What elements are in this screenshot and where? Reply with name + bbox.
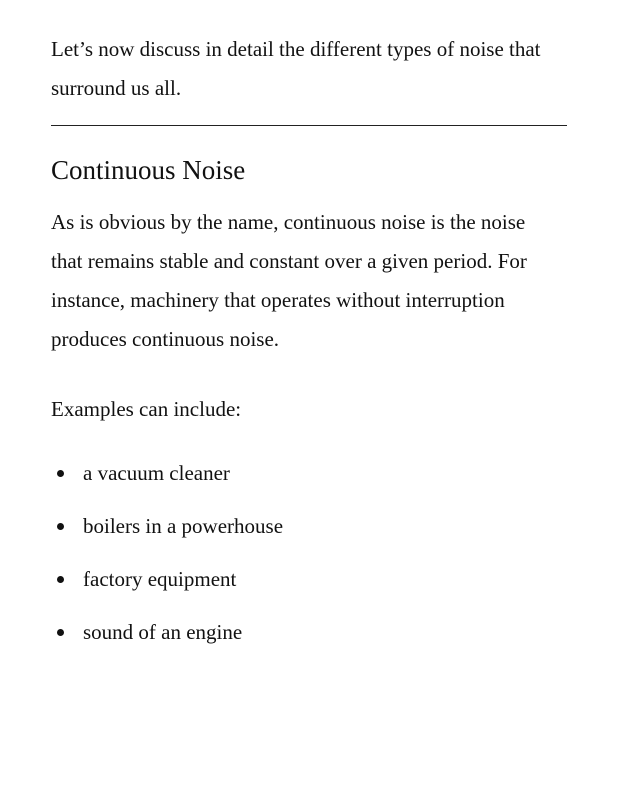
example-text: boilers in a powerhouse	[83, 514, 284, 538]
bullet-icon	[57, 470, 64, 477]
bullet-icon	[57, 576, 64, 583]
example-text: a vacuum cleaner	[83, 461, 230, 485]
article-content	[51, 30, 571, 671]
example-list-item	[51, 459, 571, 487]
bullet-icon	[57, 629, 64, 636]
example-list-item	[51, 512, 571, 540]
examples-intro: Examples can include:	[51, 397, 242, 421]
example-list-item	[51, 618, 571, 646]
example-text: factory equipment	[83, 567, 237, 591]
examples-list	[51, 459, 571, 646]
section-title: Continuous Noise	[51, 155, 246, 185]
section-body-paragraph: As is obvious by the name, continuous noise is the noise that remains stable and constant over a given period. For instance, machinery that operates without interruption produces continuous noise.	[51, 210, 527, 351]
example-text: sound of an engine	[83, 620, 243, 644]
bullet-icon	[57, 523, 64, 530]
example-list-item	[51, 565, 571, 593]
section-divider	[51, 125, 567, 126]
intro-paragraph: Let’s now discuss in detail the different types of noise that surround us all.	[51, 37, 541, 100]
